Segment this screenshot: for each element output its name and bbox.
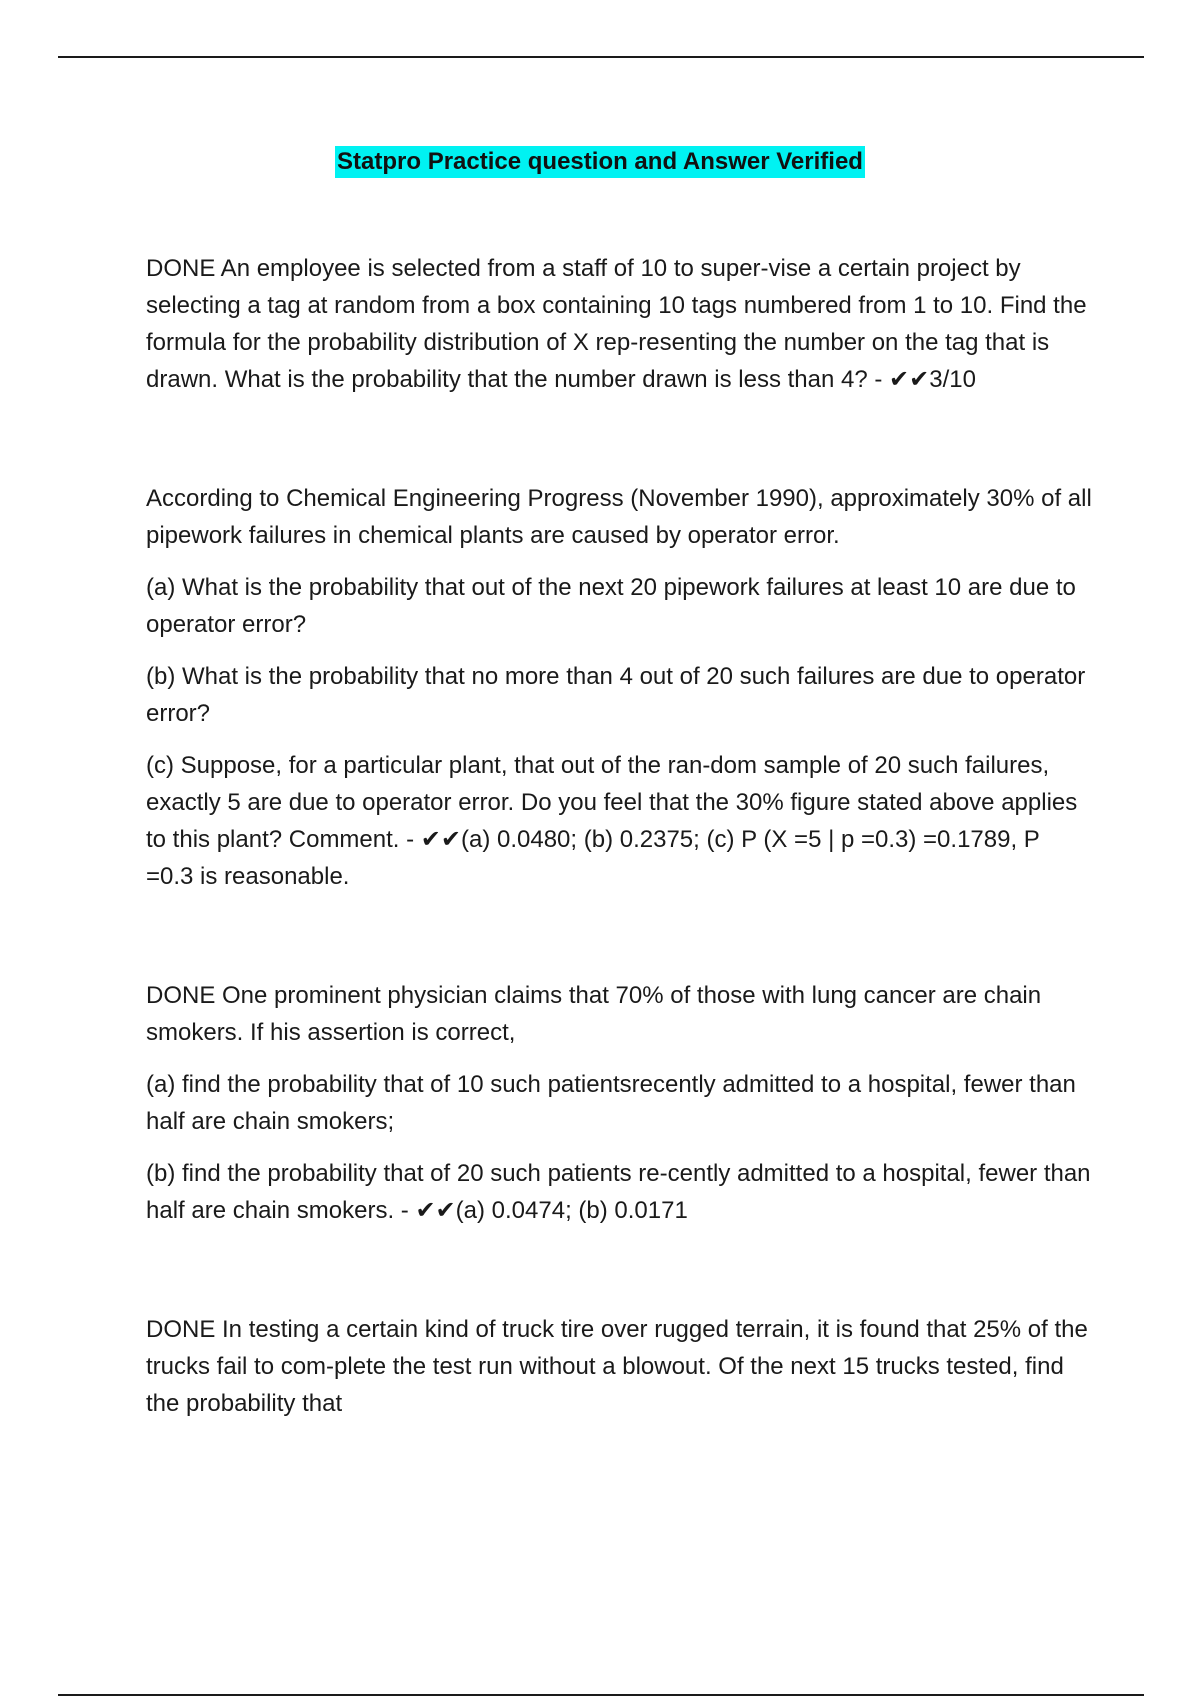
question-paragraph: (c) Suppose, for a particular plant, that out of the ran-dom sample of 20 such failures, exactly 5 are due to operator error. Do you feel that the 30% figure stated above applies to this plant? Comment. - ✔✔(a) 0.0480; (b) 0.2375; (c) P (X =5 | p =0.3) =0.1789, P =0.3 is reasonable.: [146, 752, 1078, 890]
answer-separator: -: [867, 366, 890, 393]
question-block: [146, 1311, 1092, 1422]
footer-rule: [58, 1694, 1144, 1696]
answer-text: (a) 0.0480; (b) 0.2375; (c) P (X =5 | p =0.3) =0.1789, P =0.3 is reasonable.: [146, 826, 1040, 890]
checkmark-icon: ✔✔: [420, 826, 461, 853]
question-paragraph: (a) What is the probability that out of the next 20 pipework failures at least 10 are due to operator error?: [146, 574, 1076, 638]
checkmark-icon: ✔✔: [889, 366, 930, 393]
document-title: Statpro Practice question and Answer Verified: [335, 146, 865, 178]
question-paragraph: DONE One prominent physician claims that 70% of those with lung cancer are chain smokers. If his assertion is correct,: [146, 982, 1042, 1046]
checkmark-icon: ✔✔: [415, 1197, 456, 1224]
answer-separator: -: [399, 826, 421, 853]
question-block: [146, 977, 1092, 1229]
document-body: [146, 250, 1092, 1504]
question-block: [146, 250, 1092, 398]
answer-separator: -: [394, 1197, 416, 1224]
title-container: [0, 146, 1200, 178]
answer-text: 3/10: [929, 366, 976, 393]
header-rule: [58, 56, 1144, 58]
question-paragraph: According to Chemical Engineering Progress (November 1990), approximately 30% of all pipework failures in chemical plants are caused by operator error.: [146, 485, 1092, 549]
question-block: [146, 480, 1092, 895]
question-paragraph: (b) find the probability that of 20 such patients re-cently admitted to a hospital, fewer than half are chain smokers. - ✔✔(a) 0.0474; (b) 0.0171: [146, 1160, 1091, 1224]
question-paragraph: (a) find the probability that of 10 such patientsrecently admitted to a hospital, fewer than half are chain smokers;: [146, 1071, 1076, 1135]
answer-text: (a) 0.0474; (b) 0.0171: [455, 1197, 688, 1224]
question-paragraph: DONE An employee is selected from a staff of 10 to super-vise a certain project by selecting a tag at random from a box containing 10 tags numbered from 1 to 10. Find the formula for the probability distribution of X rep-resenting the number on the tag that is drawn. What is the probability that the number drawn is less than 4? - ✔✔3/10: [146, 255, 1087, 393]
question-paragraph: (b) What is the probability that no more than 4 out of 20 such failures are due to operator error?: [146, 663, 1086, 727]
question-paragraph: DONE In testing a certain kind of truck tire over rugged terrain, it is found that 25% of the trucks fail to com-plete the test run without a blowout. Of the next 15 trucks tested, find the probability that: [146, 1316, 1088, 1417]
